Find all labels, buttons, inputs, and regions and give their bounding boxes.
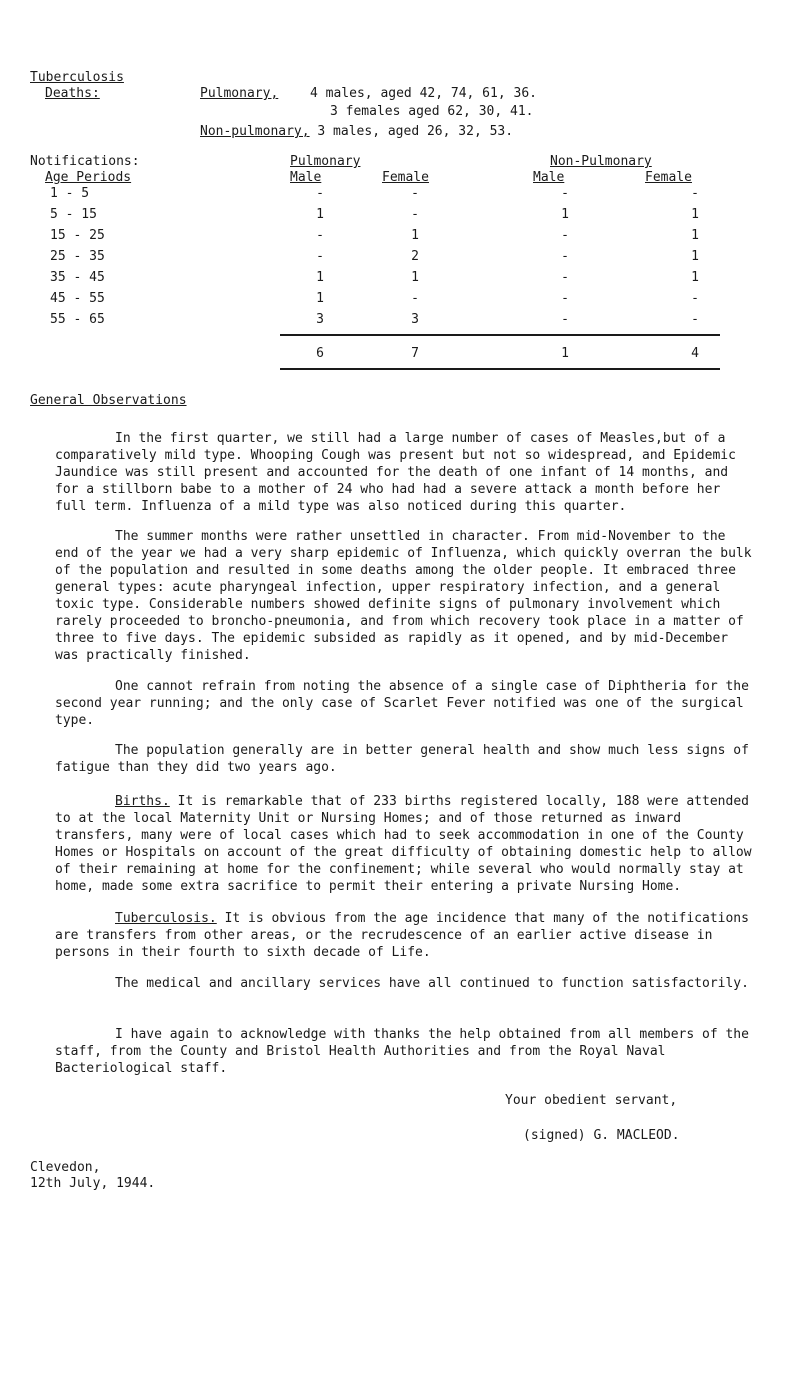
age-cell: 5 - 15 (50, 207, 97, 222)
pulmonary-male-cell: 1 (316, 207, 324, 222)
notifications-label: Notifications: (30, 154, 140, 169)
paragraph-population-health: The population generally are in better general health and show much less signs of fatigue than they did two years ago. (55, 743, 749, 775)
table-row (40, 207, 760, 225)
births-heading: Births. (115, 794, 170, 809)
non-pulmonary-female-cell: 1 (691, 207, 699, 222)
pulmonary-male-cell: - (316, 249, 324, 264)
paragraph-influenza-epidemic: The summer months were rather unsettled in character. From mid-November to the end of the year we had a very sharp epidemic of Influenza, which quickly overran the bulk of the population and resulted in some deaths among the older people. It embraced three general types: acute pharyngeal infection, upper respiratory infection, and a general toxic type. Considerable numbers showed definite signs of pulmonary involvement which rarely proceeded to broncho-pneumonia, and from which recovery took place in a matter of three to five days. The epidemic subsided as rapidly as it opened, and by mid-December was practically finished. (55, 529, 752, 663)
pulmonary-female-cell: - (411, 291, 419, 306)
table-row (40, 186, 760, 204)
non-pulmonary-male-cell: - (561, 186, 569, 201)
pulmonary-male-cell: 3 (316, 312, 324, 327)
non-pulmonary-male-cell: - (561, 228, 569, 243)
closing-place: Clevedon, (30, 1160, 101, 1175)
non-pulmonary-female-cell: - (691, 291, 699, 306)
table-row (40, 228, 760, 246)
paragraph-diphtheria: One cannot refrain from noting the absence of a single case of Diphtheria for the second year running; and the only case of Scarlet Fever notified was one of the surgical type. (55, 679, 749, 728)
totals-row (40, 346, 760, 364)
page-title: Tuberculosis (30, 70, 124, 85)
paragraph-births (55, 793, 755, 895)
age-cell: 1 - 5 (50, 186, 90, 201)
non-pulmonary-deaths-males: 3 males, aged 26, 32, 53. (317, 124, 514, 139)
tuberculosis-heading: Tuberculosis. (115, 911, 217, 926)
non-pulmonary-female-cell: - (691, 186, 699, 201)
non-pulmonary-male-cell: - (561, 312, 569, 327)
non-pulmonary-female-total: 4 (691, 346, 699, 361)
pulmonary-male-cell: - (316, 186, 324, 201)
age-cell: 25 - 35 (50, 249, 105, 264)
pulmonary-male-cell: - (316, 228, 324, 243)
age-periods-header: Age Periods (45, 170, 132, 185)
table-row (40, 312, 760, 330)
age-cell: 15 - 25 (50, 228, 105, 243)
paragraph-acknowledgement: I have again to acknowledge with thanks the help obtained from all members of the staff, from the County and Bristol Health Authorities and from the Royal Naval Bacteriological staff. (55, 1027, 749, 1076)
non-pulmonary-male-cell: 1 (561, 207, 569, 222)
general-observations-heading: General Observations (30, 393, 187, 408)
non-pulmonary-female-cell: 1 (691, 228, 699, 243)
non-pulmonary-male-cell: - (561, 270, 569, 285)
pulmonary-deaths-label: Pulmonary, (200, 86, 279, 101)
non-pulmonary-male-header: Male (533, 170, 565, 185)
non-pulmonary-male-total: 1 (561, 346, 569, 361)
tuberculosis-text: It is obvious from the age incidence that many of the notifications are transfers from other areas, or the recrudescence of an earlier active disease in persons in their fourth to sixth decade of Life. (55, 911, 749, 960)
paragraph-services: The medical and ancillary services have all continued to function satisfactorily. (115, 976, 749, 991)
pulmonary-female-cell: 1 (411, 228, 419, 243)
closing-servant: Your obedient servant, (505, 1093, 678, 1108)
table-row (40, 270, 760, 288)
totals-bottom-rule (280, 368, 720, 370)
pulmonary-female-cell: 3 (411, 312, 419, 327)
pulmonary-female-header: Female (382, 170, 429, 185)
pulmonary-header: Pulmonary (290, 154, 361, 169)
pulmonary-deaths-males: 4 males, aged 42, 74, 61, 36. (310, 86, 537, 101)
non-pulmonary-header: Non-Pulmonary (550, 154, 652, 169)
closing-signature: (signed) G. MACLEOD. (523, 1128, 680, 1143)
table-row (40, 249, 760, 267)
non-pulmonary-female-header: Female (645, 170, 692, 185)
pulmonary-female-cell: - (411, 186, 419, 201)
paragraph-first-quarter: In the first quarter, we still had a large number of cases of Measles,but of a comparatively mild type. Whooping Cough was present but not so widespread, and Epidemic Jaundice was still present and accounted for the death of one infant of 14 months, and for a stillborn babe to a mother of 24 who had had a severe attack a month before her full term. Influenza of a mild type was also noticed during this quarter. (55, 431, 736, 514)
closing-date: 12th July, 1944. (30, 1176, 156, 1191)
non-pulmonary-deaths-label: Non-pulmonary, (200, 124, 310, 139)
age-cell: 35 - 45 (50, 270, 105, 285)
table-row (40, 291, 760, 309)
age-cell: 45 - 55 (50, 291, 105, 306)
pulmonary-deaths-females: 3 females aged 62, 30, 41. (330, 104, 534, 119)
pulmonary-male-total: 6 (316, 346, 324, 361)
age-cell: 55 - 65 (50, 312, 105, 327)
paragraph-tuberculosis (55, 910, 755, 961)
pulmonary-female-cell: 1 (411, 270, 419, 285)
non-pulmonary-male-cell: - (561, 291, 569, 306)
non-pulmonary-female-cell: 1 (691, 270, 699, 285)
non-pulmonary-deaths (200, 124, 513, 139)
pulmonary-female-cell: - (411, 207, 419, 222)
pulmonary-female-total: 7 (411, 346, 419, 361)
non-pulmonary-male-cell: - (561, 249, 569, 264)
pulmonary-male-cell: 1 (316, 270, 324, 285)
deaths-label: Deaths: (45, 86, 100, 101)
non-pulmonary-female-cell: 1 (691, 249, 699, 264)
pulmonary-male-header: Male (290, 170, 322, 185)
pulmonary-female-cell: 2 (411, 249, 419, 264)
pulmonary-male-cell: 1 (316, 291, 324, 306)
births-text: It is remarkable that of 233 births registered locally, 188 were attended to at the local Maternity Unit or Nursing Homes; and of those returned as inward transfers, many were of local cases which had to seek accommodation in one of the County Homes or Hospitals on account of the great difficulty of obtaining domestic help to allow of their remaining at home for the confinement; while several who would normally stay at home, made some extra sacrifice to permit their entering a private Nursing Home. (55, 794, 752, 894)
totals-top-rule (280, 334, 720, 336)
non-pulmonary-female-cell: - (691, 312, 699, 327)
